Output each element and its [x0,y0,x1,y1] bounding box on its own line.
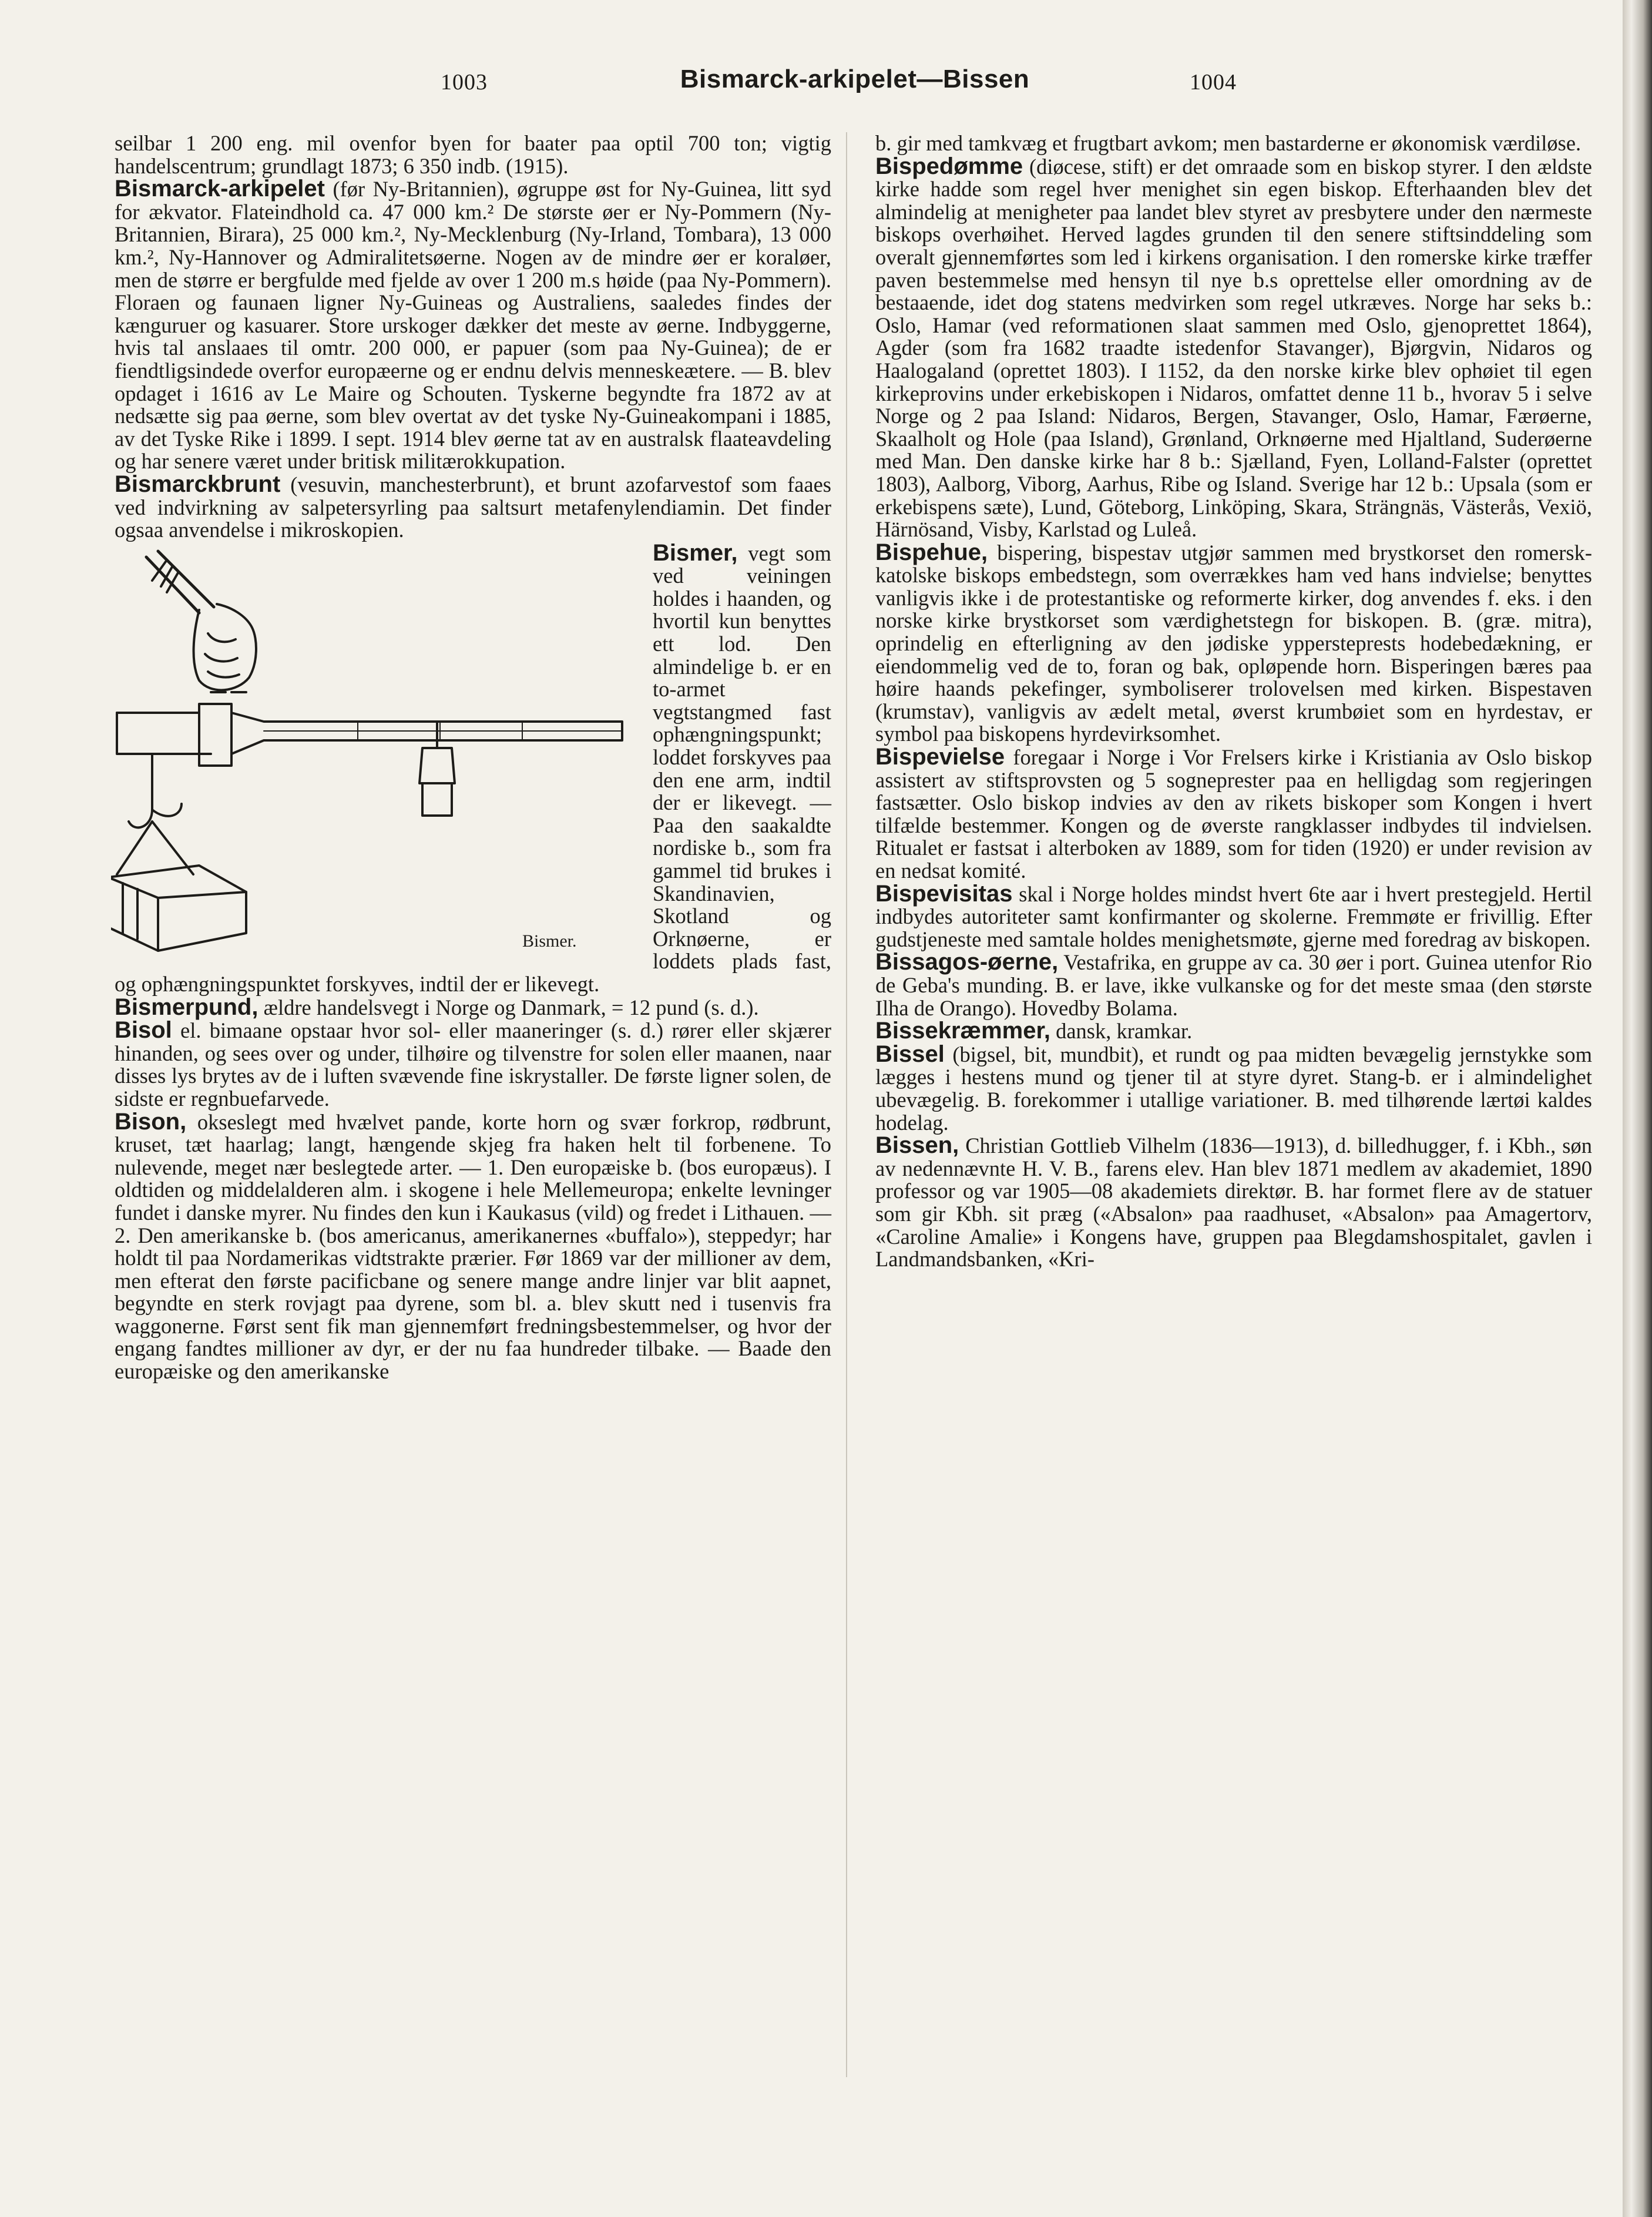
entry-headword: Bissekræmmer, [875,1018,1050,1044]
entry-text: okseslegt med hvælvet pande, korte horn og svær forkrop, rødbrunt, kruset, tæt haarlag; langt, hængende skjeg fra haken helt til forbenene. To nulevende, meget nær beslegtede arter. — 1. Den europæiske b. (bos europæus). I oldtiden og middelalderen alm. i skogene i hele Mellemeuropa; enkelte levninger fundet i danske myrer. Nu findes den kun i Kaukasus (vild) og fredet i Lithauen. — 2. Den amerikanske b. (bos americanus, amerikanernes «buffalo»), steppedyr; har holdt til paa Nordamerikas vidtstrakte prærier. Før 1869 var der millioner av dem, men efterat den første pacificbane og senere mange andre linjer var blit aapnet, begyndte en sterk rovjagt paa dyrene, som bl. a. blev skutt ned i tusenvis fra waggonerne. Først sent fik man gjennemført fredningsbestemmelser, og hvor der engang fandtes millioner av dyr, er der nu faa hundreder tilbake. — Baade den europæiske og den amerikanske [115,1109,832,1384]
entry-text: Christian Gottlieb Vilhelm (1836—1913), d. billedhugger, f. i Kbh., søn av nedennævnte H. V. B., farens elev. Han blev 1871 medlem av akademiet, 1890 professor og var 1905—08 akademiets direktør. B. har formet flere av de statuer som gir Kbh. sit præg («Absalon» paa raadhuset, «Absalon» paa Amagertorv, «Caroline Amalie» i Kongens have, gruppen paa Blegdamshospitalet, gavlen i Landmandsbanken, «Kri- [875,1133,1592,1272]
entry-bissel [875,1043,1592,1134]
entry-bismarckbrunt [115,473,831,542]
entry-text: (vesuvin, manchesterbrunt), et brunt azofarvestof som faaes ved indvirkning av salpetersyrling paa saltsurt metafenylendiamin. Det finder ogsaa anvendelse i mikroskopien. [115,472,831,542]
entry-bispehue [875,541,1592,746]
entry-bispevielse [875,746,1592,883]
entry-text: seilbar 1 200 eng. mil ovenfor byen for baater paa optil 700 ton; vigtig handelscentrum; grundlagt 1873; 6 350 indb. (1915). [115,131,831,178]
figure-caption: Bismer. [522,931,577,951]
entry-text: b. gir med tamkvæg et frugtbart avkom; men bastarderne er økonomisk værdiløse. [875,131,1582,155]
entry-continued [115,132,831,177]
entry-headword: Bismarckbrunt [115,471,281,497]
entry-bisol [115,1019,831,1110]
entry-headword: Bismerpund, [115,994,258,1020]
left-column [115,132,831,1383]
entry-bissagos-oerne [875,951,1592,1019]
entry-headword: Bismer, [653,539,738,566]
entry-headword: Bispevisitas [875,880,1013,907]
entry-text: bispering, bispestav utgjør sammen med brystkorset den romersk-katolske biskops embedstegn, som overrækkes ham ved hans indvielse; benyttes vanligvis ikke i de protestantiske og reformerte kirker, dog anvendes f. eks. i den norske kirke brystkorset som værdighetstegn for biskopen. B. (græ. mitra), oprindelig en efterligning av den jødiske yppersteprests hodebedækning, er eiendommelig ved de to, foran og bak, opløpende horn. Bisperingen bæres paa høire haands pekefinger, symboliserer trolovelsen med kirken. Bispestaven (krumstav), vanligvis av ædelt metal, øverst krumbøiet som en hyrdestav, er symbol paa biskopens hyrdevirksomhet. [875,540,1592,746]
entry-continued [875,132,1592,155]
bismer-illustration [111,545,640,957]
page-header [112,65,1598,106]
entry-headword: Bispevielse [875,744,1005,770]
entry-text: (bigsel, bit, mundbit), et rundt og paa midten bevægelig jernstykke som lægges i hestens mund og tjener til at styre dyret. Stang-b. er i almindelighet ubevægelig. B. forekommer i utallige variationer. B. med tilhørende lærtøi kaldes hodelag. [875,1042,1593,1135]
entry-text: foregaar i Norge i Vor Frelsers kirke i Kristiania av Oslo biskop assistert av stiftsprovsten og 5 sogneprester paa en helligdag som regjeringen fastsætter. Oslo biskop indvies av den av rikets biskoper som Kongen i hvert tilfælde bestemmer. Kongen og de øverste rangklasser indbydes til indvielsen. Ritualet er fastsat i alterboken av 1889, som for tiden (1920) er under revision av en nedsat komité. [875,745,1593,883]
entry-headword: Bisol [115,1017,172,1044]
entry-text: vegt som ved veiningen holdes i haanden, og hvortil kun benyttes ett lod. Den almindelige b. er en to-armet vegtstangmed fast ophængningspunkt; loddet forskyves paa den ene arm, indtil der er likevegt. — Paa den saakaldte nordiske b., som fra gammel tid brukes i Skandinavien, Skotland og Orknøerne, er loddets plads fast, og ophængningspunktet forskyves, indtil der er likevegt. [115,541,831,996]
entry-bispedomme [875,155,1592,541]
running-title: Bismarck-arkipelet—Bissen [680,65,1030,93]
entry-bison [115,1108,832,1384]
entry-headword: Bissagos-øerne, [875,949,1059,975]
entry-text: skal i Norge holdes mindst hvert 6te aar i hvert prestegjeld. Hertil indbydes autoriteter samt konfirmanter og skolerne. Fremmøte er frivillig. Efter gudstjeneste med samtale holdes menighetsmøte, gjerne med foredrag av biskopen. [875,881,1593,951]
entry-text: Vestafrika, en gruppe av ca. 30 øer i port. Guinea utenfor Rio de Geba's munding. B. er lave, ikke vulkanske og for det meste smaa (den største Ilha de Orango). Hovedby Bolama. [875,950,1592,1020]
entry-bissen [875,1134,1592,1271]
entry-text: (før Ny-Britannien), øgruppe øst for Ny-Guinea, litt syd for ækvator. Flateindhold ca. 47 000 km.² De største øer er Ny-Pommern (Ny-Britannien, Birara), 25 000 km.², Ny-Mecklenburg (Ny-Irland, Tombara), 13 000 km.², Ny-Hannover og Admiralitetsøerne. Nogen av de mindre øer er koraløer, men de større er bergfulde med fjelde av over 1 200 m.s høide (paa Ny-Pommern). Floraen og faunaen ligner Ny-Guineas og Australiens, saaledes findes der kænguruer og kasuarer. Store urskoger dækker det meste av øerne. Indbyggerne, hvis tal anslaaes til omtr. 200 000, er papuer (som paa Ny-Guinea); de er fiendtligsindede overfor europæerne og er endnu delvis menneskeætere. — B. blev opdaget i 1616 av Le Maire og Schouten. Tyskerne begyndte fra 1872 av at nedsætte sig paa øerne, som blev overtat av det tyske Ny-Guineakompani i 1885, av det Tyske Rike i 1899. I sept. 1914 blev øerne tat av en australsk flaateavdeling og har senere været under britisk militærokkupation. [115,177,831,474]
entry-bismer [115,539,831,996]
page-edge [1623,0,1652,2217]
entry-headword: Bissen, [875,1132,959,1159]
entry-text: el. bimaane opstaar hvor sol- eller maaneringer (s. d.) rører eller skjærer hinanden, og sees over og under, tilhøire og tilvenstre for solen eller maanen, naar disses lys brytes av de i luften svævende fine iskrystaller. De første ligner solen, de sidste er regnbuefarvede. [115,1018,831,1111]
entry-bismarck-arkipelet [115,177,831,473]
entry-headword: Bismarck-arkipelet [115,176,325,202]
left-page-number: 1003 [441,70,488,95]
entry-headword: Bissel [875,1041,945,1067]
entry-headword: Bison, [115,1108,187,1135]
entry-headword: Bispedømme [875,153,1023,179]
entry-text: (diøcese, stift) er det omraade som en biskop styrer. I den ældste kirke hadde som regel hver menighet sin egen biskop. Efterhaanden blev det almindelig at menigheter paa landet blev styret av presbytere under den nærmeste biskops overhøihet. Herved lagdes grunden til den senere stiftsinddeling som overalt gjennemførtes som led i kirkens organisation. I den romerske kirke træffer paven bestemmelse med hensyn til nye b.s oprettelse eller omordning av de bestaaende, idet dog statens medvirken som regel utkræves. Norge har seks b.: Oslo, Hamar (ved reformationen slaat sammen med Oslo, gjenoprettet 1864), Agder (som fra 1682 traadte istedenfor Stavanger), Bjørgvin, Nidaros og Haalogaland (oprettet 1803). I 1152, da den norske kirke blev ophøiet til egen kirkeprovins under erkebiskopen i Nidaros, omfattet denne 11 b., hvorav 5 i selve Norge og 2 paa Island: Nidaros, Bergen, Stavanger, Oslo, Hamar, Færøerne, Skaalholt og Hole (paa Island), Grønland, Orknøerne med Hjaltland, Suderøerne med Man. Den danske kirke har 8 b.: Sjælland, Fyen, Lolland-Falster (oprettet 1803), Aalborg, Viborg, Aarhus, Ribe og Island. Sverige har 12 b.: Upsala (som er erkebispens sæte), Lund, Göteborg, Linköping, Skara, Strängnäs, Västerås, Vexiö, Härnösand, Visby, Karlstad og Luleå. [875,154,1592,542]
entry-bismerpund [115,996,831,1019]
entry-bispevisitas [875,880,1593,951]
entry-text: ældre handelsvegt i Norge og Danmark, = 12 pund (s. d.). [263,995,759,1019]
entry-headword: Bispehue, [875,539,988,565]
entry-text: dansk, kramkar. [1056,1019,1193,1044]
column-divider [846,132,847,2077]
right-page-number: 1004 [1190,70,1237,95]
steelyard-drawing [111,545,640,957]
right-column [875,132,1592,1271]
entry-bissekraemmer [875,1019,1592,1043]
